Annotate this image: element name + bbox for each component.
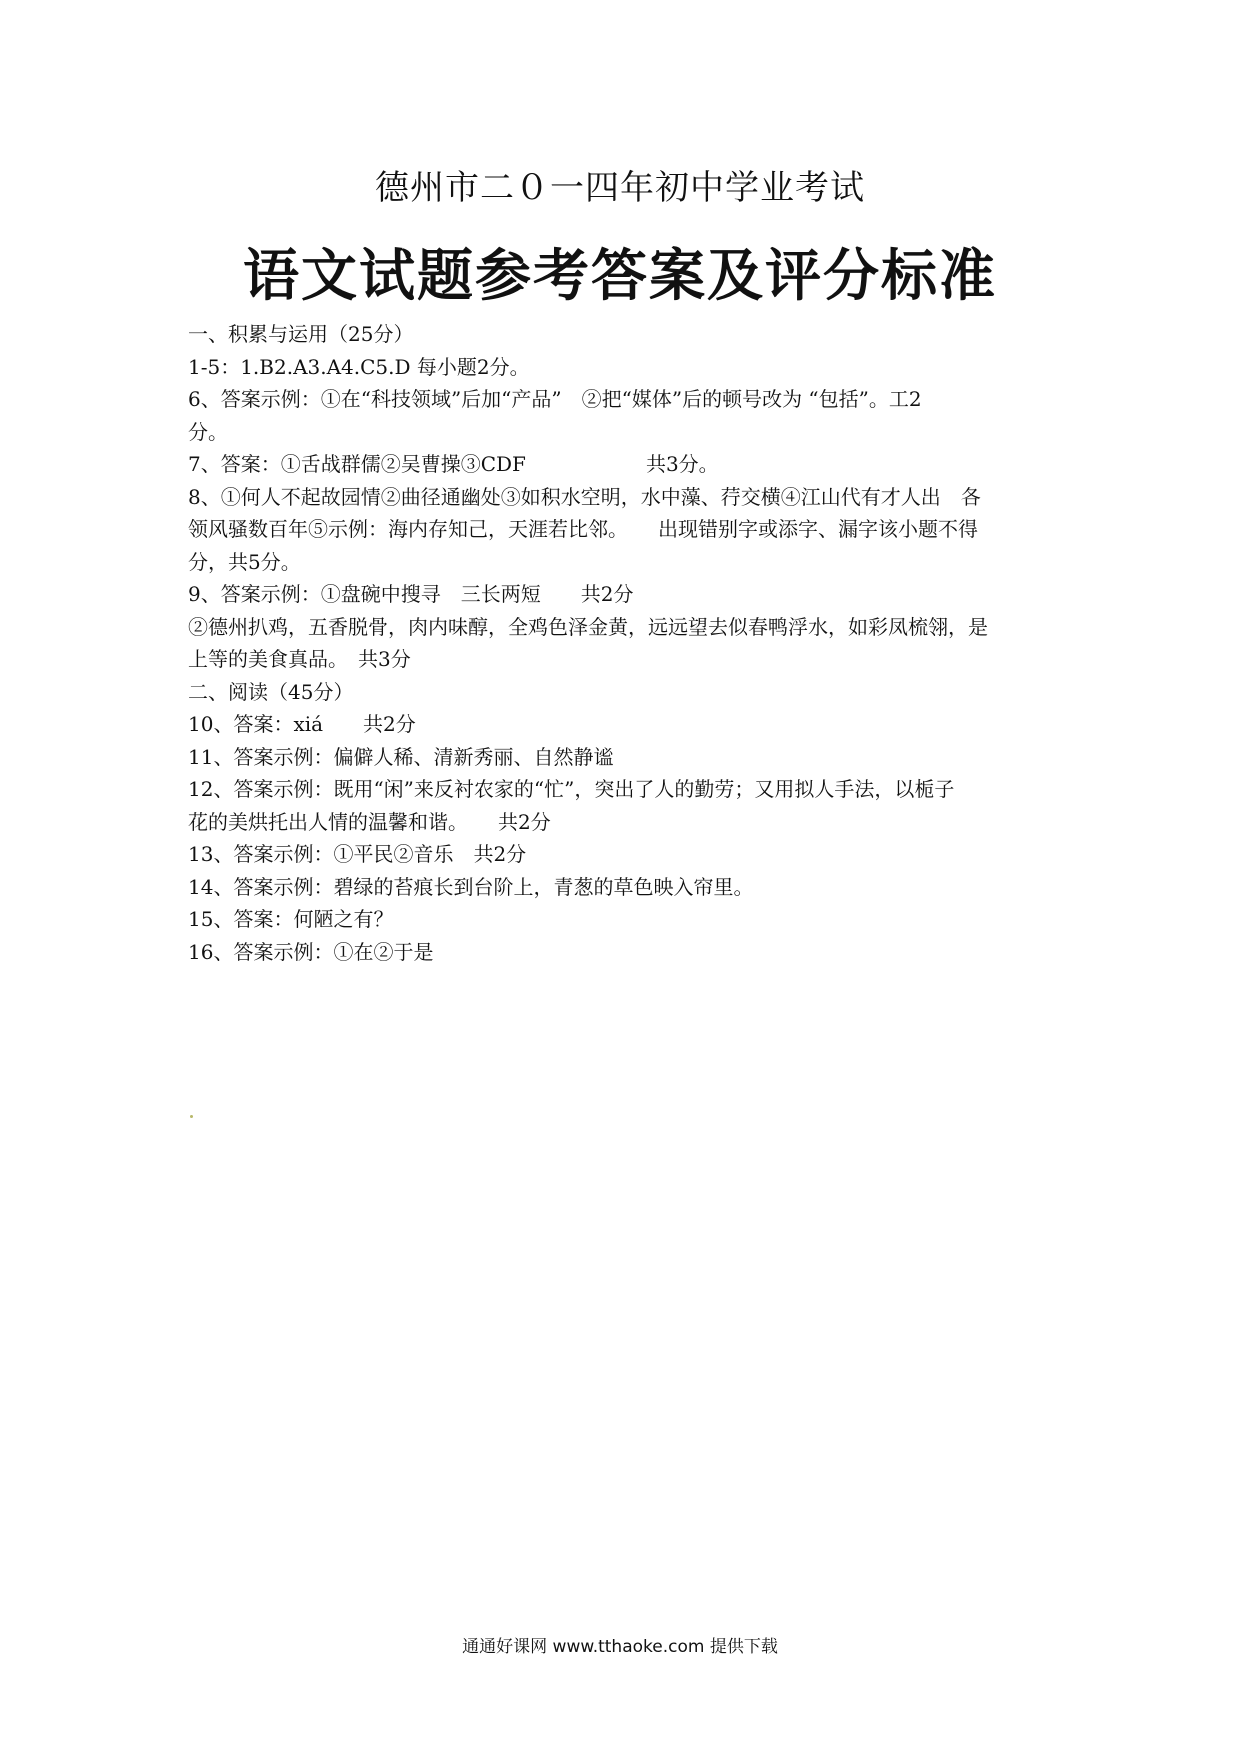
answer-line: 上等的美食真品。 共3分	[188, 647, 411, 671]
answer-line: 12、答案示例：既用“闲”来反衬农家的“忙”，突出了人的勤劳；又用拟人手法，以栀子	[188, 777, 955, 801]
answer-line: 分，共5分。	[188, 549, 301, 574]
answer-line: 领风骚数百年⑤示例：海内存知己，天涯若比邻。 出现错别字或添字、漏字该小题不得	[188, 517, 978, 541]
page-title: 语文试题参考答案及评分标准	[243, 243, 997, 309]
answer-line: 9、答案示例：①盘碗中搜寻 三长两短 共2分	[188, 582, 634, 606]
answer-line: 7、答案：①舌战群儒②吴曹操③CDF 共3分。	[188, 452, 719, 476]
answer-line: 14、答案示例：碧绿的苔痕长到台阶上，青葱的草色映入帘里。	[188, 874, 754, 899]
answer-line: ②德州扒鸡，五香脱骨，肉内味醇，全鸡色泽金黄，远远望去似春鸭浮水，如彩凤梳翎，是	[188, 614, 988, 639]
answer-line: 13、答案示例：①平民②音乐 共2分	[188, 842, 527, 866]
answer-list	[188, 318, 1068, 968]
section-heading: 二、阅读（45分）	[188, 679, 354, 704]
answer-line: 花的美烘托出人情的温馨和谐。 共2分	[188, 809, 551, 834]
answer-line: 16、答案示例：①在②于是	[188, 939, 434, 964]
answer-line: 分。	[188, 419, 228, 444]
answer-line: 6、答案示例：①在“科技领域”后加“产品” ②把“媒体”后的顿号改为 “包括”。工2	[188, 387, 922, 411]
answer-line: 8、①何人不起故园情②曲径通幽处③如积水空明，水中藻、荇交横④江山代有才人出 各	[188, 484, 981, 509]
footer-credit: 通通好课网 www.tthaoke.com 提供下载	[462, 1637, 778, 1657]
answer-line: 10、答案：xiá 共2分	[188, 712, 416, 736]
answer-line: 15、答案：何陋之有？	[188, 907, 394, 931]
section-heading: 一、积累与运用（25分）	[188, 322, 414, 346]
answer-line: 1-5：1.B2.A3.A4.C5.D 每小题2分。	[188, 354, 530, 379]
answer-line: 11、答案示例：偏僻人稀、清新秀丽、自然静谧	[188, 744, 614, 769]
exam-subtitle: 德州市二０一四年初中学业考试	[375, 168, 865, 208]
scan-speck	[190, 1115, 193, 1118]
